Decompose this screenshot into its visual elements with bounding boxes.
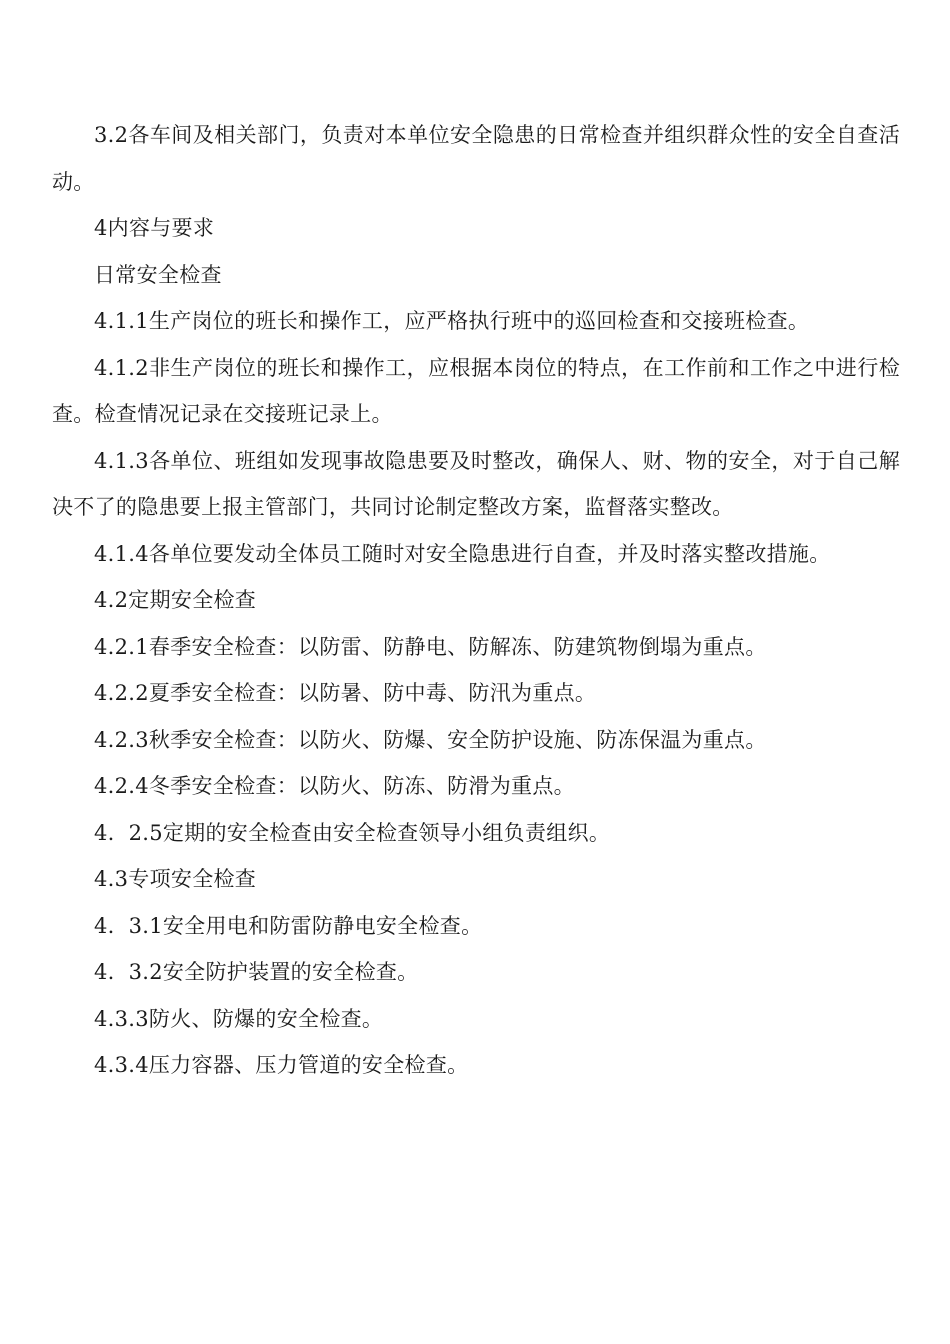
heading-4: 4内容与要求: [94, 216, 215, 240]
paragraph-4-3-3: 4.3.3防火、防爆的安全检查。: [94, 1006, 384, 1031]
paragraph-4-2-1: 4.2.1春季安全检查：以防雷、防静电、防解冻、防建筑物倒塌为重点。: [94, 634, 767, 659]
paragraph-4-2-4: 4.2.4冬季安全检查：以防火、防冻、防滑为重点。: [94, 774, 575, 798]
paragraph-4-1-2: 4.1.2非生产岗位的班长和操作工，应根据本岗位的特点，在工作前和工作之中进行检查。检查情况记录在交接班记录上。: [52, 355, 900, 426]
paragraph-4-2-2: 4.2.2夏季安全检查：以防暑、防中毒、防汛为重点。: [94, 681, 597, 705]
paragraph-4-3-4: 4.3.4压力容器、压力管道的安全检查。: [94, 1053, 469, 1077]
paragraph-4-2-3: 4.2.3秋季安全检查：以防火、防爆、安全防护设施、防冻保温为重点。: [94, 727, 767, 752]
paragraph-4-3-2: 4. 3.2安全防护装置的安全检查。: [94, 960, 419, 984]
heading-daily-check: 日常安全检查: [94, 262, 222, 287]
paragraph-4-2-5: 4. 2.5定期的安全检查由安全检查领导小组负责组织。: [94, 820, 611, 845]
heading-4-3: 4.3专项安全检查: [94, 867, 257, 891]
paragraph-4-3-1: 4. 3.1安全用电和防雷防静电安全检查。: [94, 913, 483, 938]
paragraph-4-1-4: 4.1.4各单位要发动全体员工随时对安全隐患进行自查，并及时落实整改措施。: [94, 541, 831, 566]
paragraph-4-1-1: 4.1.1生产岗位的班长和操作工，应严格执行班中的巡回检查和交接班检查。: [94, 309, 810, 333]
paragraph-4-1-3: 4.1.3各单位、班组如发现事故隐患要及时整改，确保人、财、物的安全，对于自己解决不了的隐患要上报主管部门，共同讨论制定整改方案，监督落实整改。: [52, 448, 900, 519]
document-page: [52, 112, 900, 1089]
heading-4-2: 4.2定期安全检查: [94, 588, 257, 612]
paragraph-3-2: 3.2各车间及相关部门，负责对本单位安全隐患的日常检查并组织群众性的安全自查活动。: [52, 123, 900, 194]
